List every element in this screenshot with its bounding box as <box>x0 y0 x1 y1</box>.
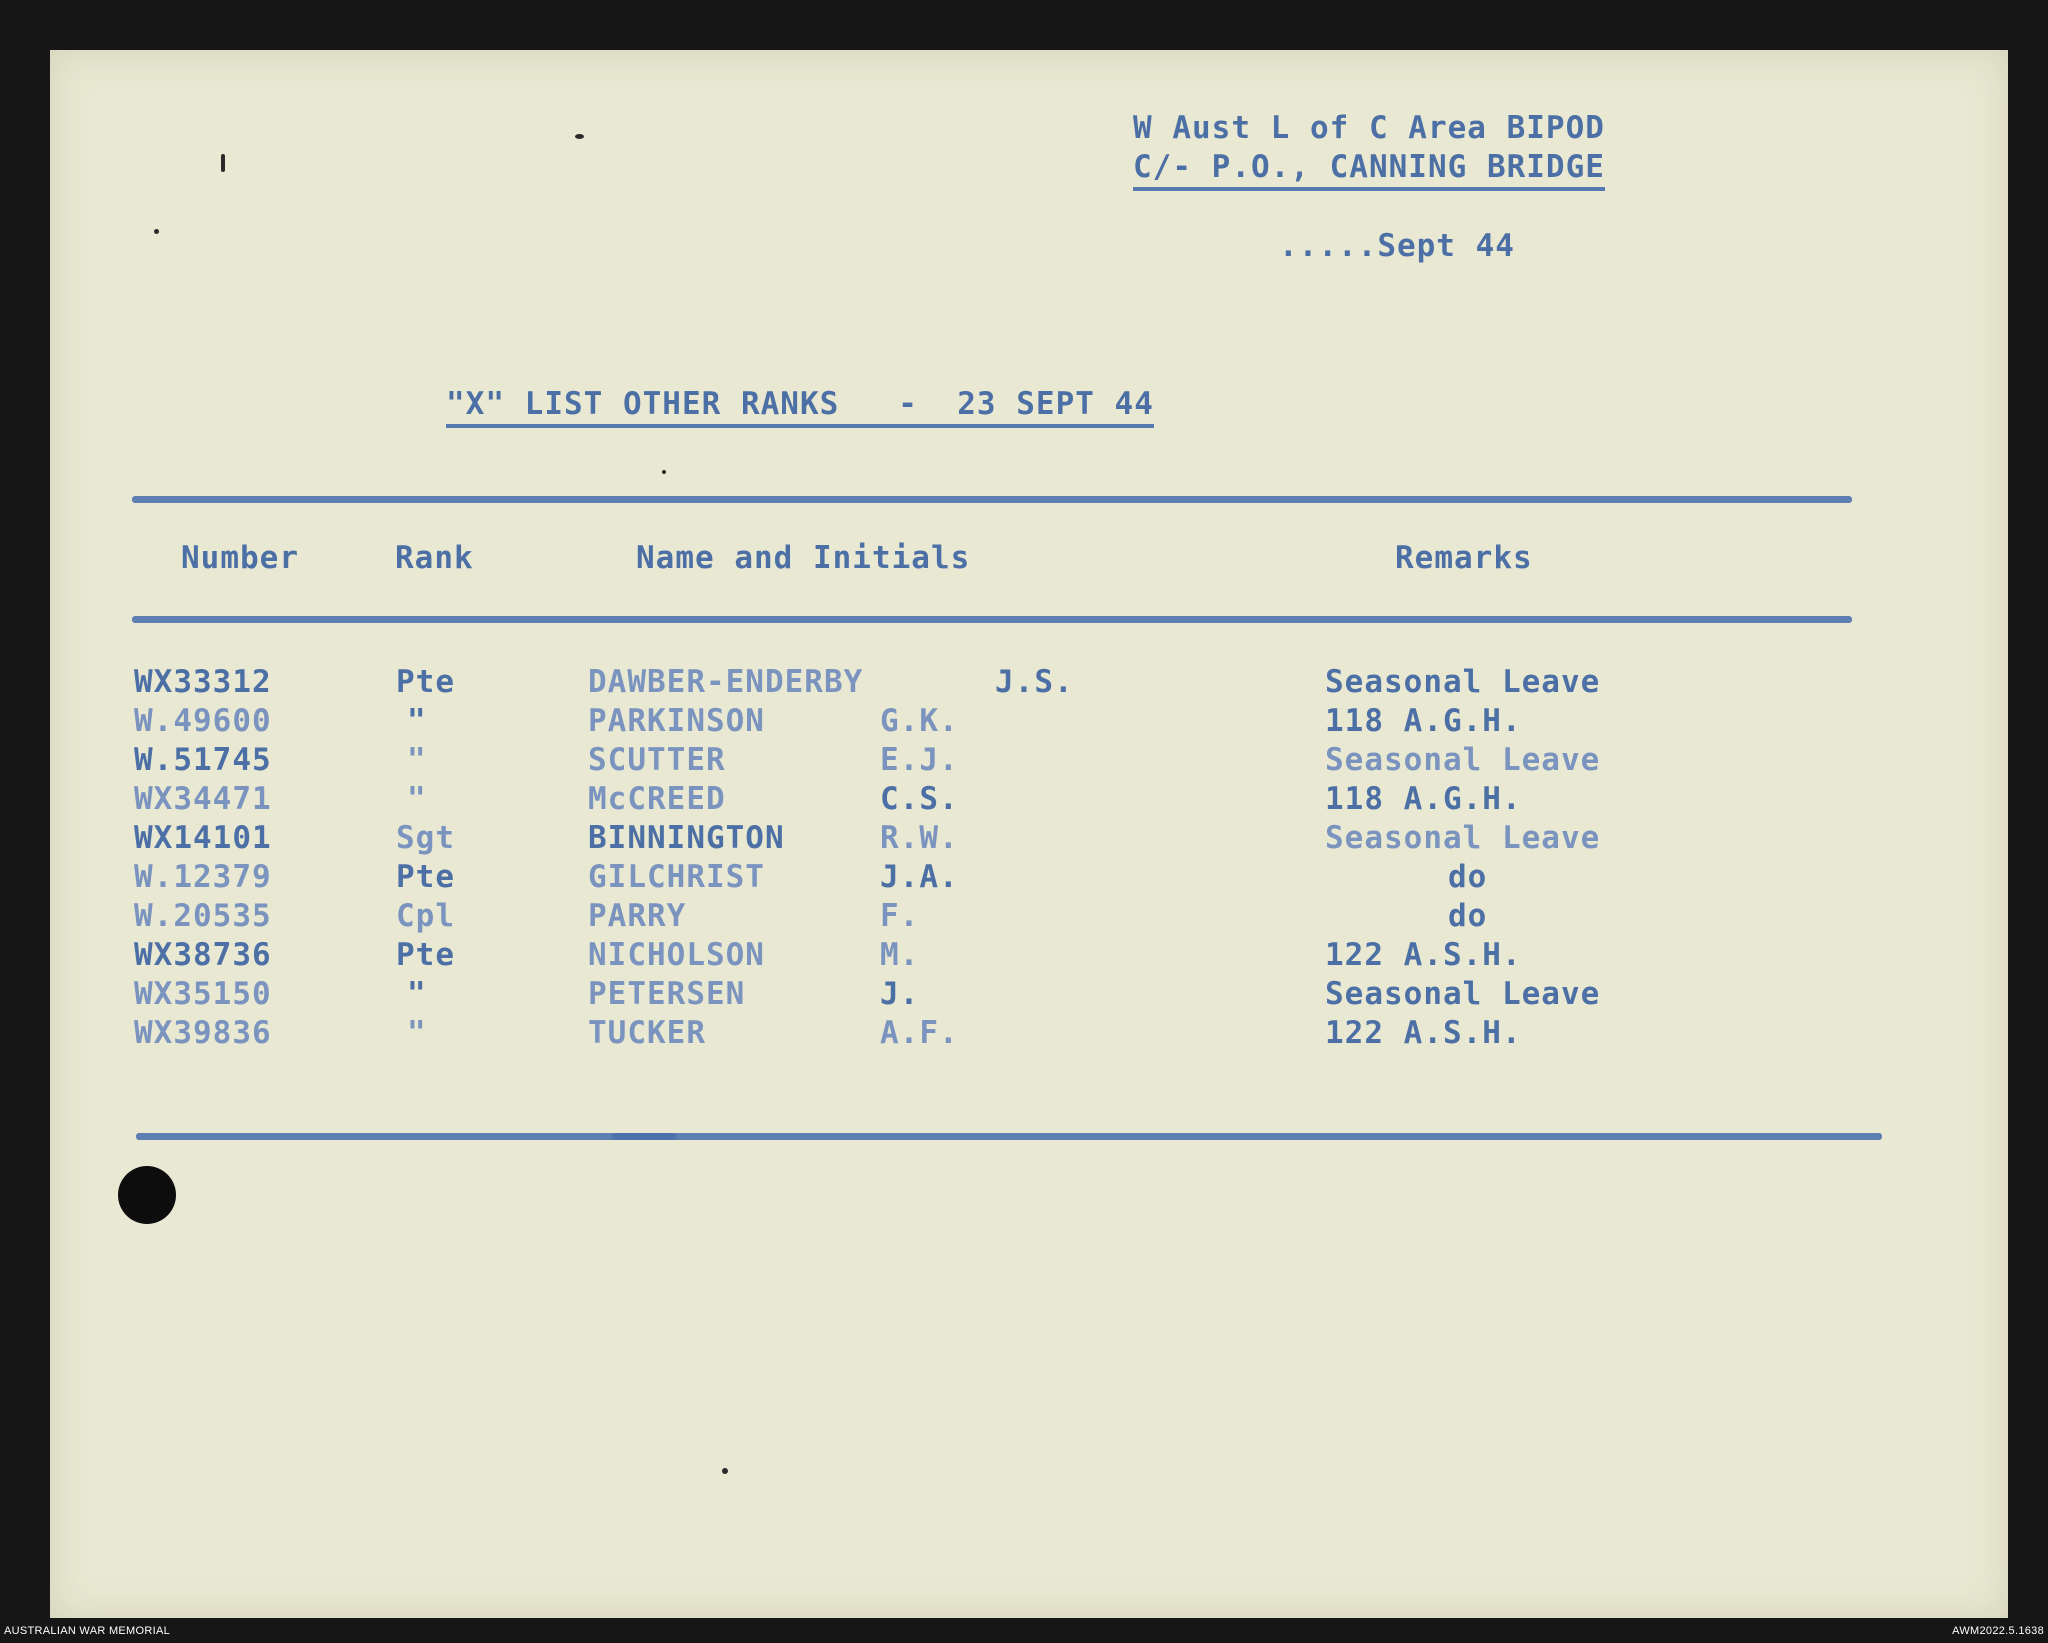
cell-number: WX38736 <box>134 937 272 973</box>
cell-initials: J.A. <box>880 859 959 895</box>
cell-initials: E.J. <box>880 742 959 778</box>
cell-name: McCREED <box>588 781 726 817</box>
cell-name: DAWBER-ENDERBY <box>588 664 864 700</box>
ink-speck <box>221 154 225 172</box>
header-date: .....Sept 44 <box>1279 228 1515 264</box>
table-header-rule <box>132 616 1852 623</box>
cell-number: WX33312 <box>134 664 272 700</box>
cell-rank: " <box>407 781 427 817</box>
cell-initials: J. <box>880 976 920 1012</box>
cell-name: BINNINGTON <box>588 820 785 856</box>
ink-speck <box>575 134 584 139</box>
column-header-number: Number <box>181 540 299 576</box>
cell-number: W.49600 <box>134 703 272 739</box>
ink-speck <box>154 229 159 234</box>
document-title: "X" LIST OTHER RANKS - 23 SEPT 44 <box>446 386 1154 428</box>
ink-speck <box>722 1468 728 1474</box>
cell-number: W.51745 <box>134 742 272 778</box>
cell-name: NICHOLSON <box>588 937 765 973</box>
document-sheet <box>50 50 2008 1618</box>
table-bottom-rule-left <box>136 1133 676 1140</box>
cell-rank: " <box>407 703 427 739</box>
cell-rank: Pte <box>396 937 455 973</box>
ink-speck <box>662 470 666 474</box>
cell-number: WX14101 <box>134 820 272 856</box>
cell-name: PARRY <box>588 898 687 934</box>
cell-remarks: 122 A.S.H. <box>1325 1015 1522 1051</box>
cell-name: GILCHRIST <box>588 859 765 895</box>
cell-rank: " <box>407 976 427 1012</box>
table-bottom-rule-right <box>612 1133 1882 1140</box>
cell-remarks: Seasonal Leave <box>1325 664 1601 700</box>
cell-initials: J.S. <box>995 664 1074 700</box>
cell-number: W.20535 <box>134 898 272 934</box>
header-unit-line: W Aust L of C Area BIPOD <box>1133 110 1605 146</box>
cell-rank: Sgt <box>396 820 455 856</box>
cell-remarks: do <box>1448 898 1488 934</box>
archive-reference: AWM2022.5.1638 <box>1952 1625 2044 1637</box>
cell-number: WX39836 <box>134 1015 272 1051</box>
cell-name: PARKINSON <box>588 703 765 739</box>
cell-name: SCUTTER <box>588 742 726 778</box>
cell-rank: Pte <box>396 859 455 895</box>
cell-name: PETERSEN <box>588 976 746 1012</box>
cell-initials: F. <box>880 898 920 934</box>
cell-remarks: 118 A.G.H. <box>1325 781 1522 817</box>
cell-rank: Pte <box>396 664 455 700</box>
cell-name: TUCKER <box>588 1015 706 1051</box>
cell-number: W.12379 <box>134 859 272 895</box>
cell-initials: C.S. <box>880 781 959 817</box>
cell-remarks: Seasonal Leave <box>1325 976 1601 1012</box>
cell-number: WX34471 <box>134 781 272 817</box>
cell-initials: G.K. <box>880 703 959 739</box>
cell-rank: Cpl <box>396 898 455 934</box>
cell-number: WX35150 <box>134 976 272 1012</box>
cell-initials: R.W. <box>880 820 959 856</box>
archive-credit: AUSTRALIAN WAR MEMORIAL <box>4 1625 171 1637</box>
column-header-rank: Rank <box>395 540 474 576</box>
cell-rank: " <box>407 1015 427 1051</box>
cell-initials: A.F. <box>880 1015 959 1051</box>
cell-rank: " <box>407 742 427 778</box>
table-top-rule <box>132 496 1852 503</box>
header-address-line: C/- P.O., CANNING BRIDGE <box>1133 149 1605 191</box>
cell-remarks: do <box>1448 859 1488 895</box>
column-header-name: Name and Initials <box>636 540 971 576</box>
punch-hole <box>118 1166 176 1224</box>
cell-remarks: 122 A.S.H. <box>1325 937 1522 973</box>
cell-remarks: Seasonal Leave <box>1325 742 1601 778</box>
cell-remarks: 118 A.G.H. <box>1325 703 1522 739</box>
cell-remarks: Seasonal Leave <box>1325 820 1601 856</box>
cell-initials: M. <box>880 937 920 973</box>
column-header-remarks: Remarks <box>1395 540 1533 576</box>
